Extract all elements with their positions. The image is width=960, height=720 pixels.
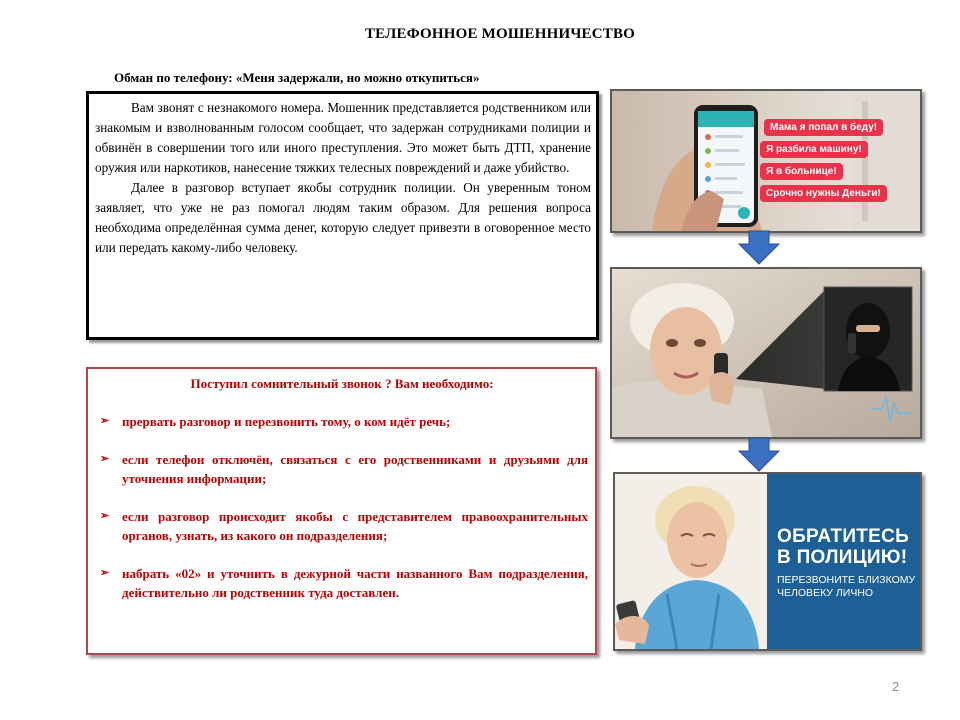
advice-item (96, 564, 588, 602)
advice-item (96, 507, 588, 545)
police-banner-title: ОБРАТИТЕСЬ В ПОЛИЦИЮ! (777, 526, 910, 568)
worried-woman-illustration (615, 474, 767, 649)
advice-item-text: если разговор происходит якобы с представителем правоохранительных органов, узнать, из какого он подразделения; (122, 509, 588, 543)
story-paragraph: Вам звонят с незнакомого номера. Мошенник представляется родственником или знакомым и взволнованным голосом сообщает, что задержан сотрудниками полиции и обвинён в совершении того или иного преступления. Это может быть ДТП, хранение оружия или наркотиков, нанесение тяжких телесных повреждений и даже убийство. (95, 100, 591, 175)
police-banner (767, 474, 920, 649)
page-number: 2 (892, 679, 900, 694)
arrow-bullet-icon: ➢ (100, 567, 110, 579)
phone-messages-image (610, 89, 922, 233)
advice-item-text: прервать разговор и перезвонить тому, о ком идёт речь; (122, 414, 451, 429)
message-bubble: Я разбила машину! (760, 141, 868, 158)
message-bubble: Я в больнице! (760, 163, 843, 180)
police-banner-subtitle: ПЕРЕЗВОНИТЕ БЛИЗКОМУ ЧЕЛОВЕКУ ЛИЧНО (777, 574, 916, 599)
advice-item (96, 412, 588, 431)
page-subtitle: Обман по телефону: «Меня задержали, но можно откупиться» (114, 70, 480, 85)
down-arrow-icon (737, 437, 781, 473)
arrow-bullet-icon: ➢ (100, 510, 110, 522)
arrow-bullet-icon: ➢ (100, 415, 110, 427)
message-bubble: Срочно нужны Деньги! (760, 185, 887, 202)
call-police-image (613, 472, 922, 651)
advice-item-text: если телефон отключён, связаться с его родственниками и друзьями для уточнения информации; (122, 452, 588, 486)
phone-scene-illustration (612, 91, 920, 231)
down-arrow-icon (737, 230, 781, 266)
story-paragraph: Далее в разговор вступает якобы сотрудник полиции. Он уверенным тоном заявляет, что уже не раз помогал людям таким образом. Для решения вопроса необходима определённая сумма денег, которую следует привезти в оговоренное место или передать какому-либо человеку. (95, 180, 591, 255)
advice-item-text: набрать «02» и уточнить в дежурной части названного Вам подразделения, действительно ли родственник туда доставлен. (122, 566, 588, 600)
scammer-call-image (610, 267, 922, 439)
arrow-bullet-icon: ➢ (100, 453, 110, 465)
advice-item (96, 450, 588, 488)
advice-box (86, 367, 597, 655)
advice-heading: Поступил сомнительный звонок ? Вам необходимо: (190, 376, 494, 391)
message-bubble: Мама я попал в беду! (764, 119, 883, 136)
scammer-call-illustration (612, 269, 920, 437)
story-box (86, 91, 599, 340)
page-title: ТЕЛЕФОННОЕ МОШЕННИЧЕСТВО (364, 26, 636, 42)
